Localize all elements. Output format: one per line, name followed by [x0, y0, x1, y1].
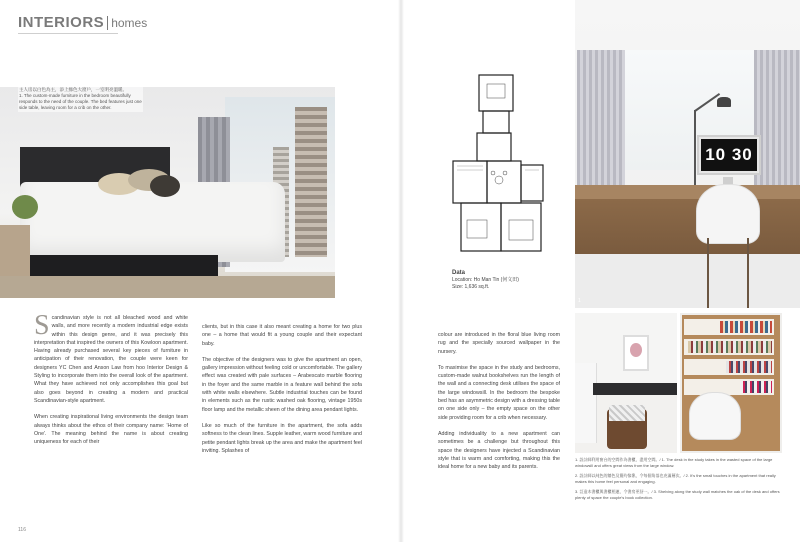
bed-base: [28, 255, 218, 277]
desk: [575, 185, 800, 199]
chair: [690, 393, 740, 439]
bookshelf-photo: [680, 313, 782, 453]
floor: [575, 254, 800, 308]
paragraph: The objective of the designers was to give the apartment an open, gallery impression without feeling cold or uncomfortable. The gallery effect was created with pale surfaces – Arabescato marble flooring in the foyer and the same marble in a feature wall behind the sofa with white walls elsewhere. Subtle industrial touches can be found in elements such as the rustic washed oak flooring, vintage 1950s floor lamp and the metallic sheen of the dining area pendant lights.: [202, 356, 362, 413]
curtain: [577, 50, 625, 185]
body-column-1: [34, 310, 188, 454]
study-photo: [575, 0, 800, 308]
chair: [697, 185, 759, 243]
plan-data-box: [452, 270, 519, 291]
bed-corner: [575, 363, 597, 443]
plan-data-title: Data: [452, 270, 466, 276]
caption-item: 2. 設計師以純色的牆色及簡約傢俬，令每個角落也充滿層次。/ 2. It's the small touches in the apartment that really makes this home feel personal and engaging.: [575, 473, 776, 484]
books: [740, 381, 772, 393]
caption-english: 1. The custom-made furniture in the bedroom beautifully responds to the need of the couple. The bed features just one side table, leaving room for a crib on the other.: [19, 93, 142, 110]
floor-plan: [447, 70, 547, 255]
photo-captions-bottom-right: [575, 457, 785, 505]
drop-cap: S: [34, 310, 50, 341]
paragraph: Adding individuality to a new apartment can sometimes be a challenge but throughout this space the designers have injected a Scandinavian style that is warm and comforting, making this the ideal home for a new baby and its parents.: [438, 430, 560, 471]
flower-art: [630, 343, 642, 357]
towel: [609, 405, 645, 421]
desk-lamp: [694, 110, 696, 185]
header-rule: [18, 33, 118, 34]
paragraph: [34, 310, 188, 405]
chair-leg: [707, 238, 709, 308]
photo-number: 1: [578, 298, 581, 304]
monitor-clock: 10 30: [701, 139, 757, 171]
paragraph: When creating inspirational living environments the design team always thinks about the ethos of their company name: 'Home of One'. The meaning behind the name is about creating uniqueness for each of their: [34, 414, 188, 446]
paragraph: colour are introduced in the floral blue living room rug and the specially sourced wallpaper in the nursery.: [438, 332, 560, 355]
caption-item: 3. 訂造木書櫃與書櫃相連，令書房更舒一。/ 3. Shelving along the study wall matches the oak of the desk and offers plenty of space the couple's book collection.: [575, 489, 780, 500]
section-header: [18, 14, 147, 31]
section-subtitle: homes: [111, 16, 148, 30]
page-gutter: [398, 0, 404, 542]
books: [726, 361, 772, 373]
body-column-2: [202, 323, 362, 463]
pillow: [150, 175, 180, 197]
framed-art: [623, 335, 649, 371]
photo-caption-top-left: [18, 86, 143, 112]
section-title: INTERIORS: [18, 14, 105, 31]
vanity-photo: [575, 313, 677, 453]
city-building: [295, 107, 327, 257]
caption-item: 1. 設計師利用窗台的空間作為書櫃，盡用空間。/ 1. The desk in the study takes in the wasted space of the large windowsill and offers great views from the large window.: [575, 457, 773, 468]
desk-lamp-head: [717, 97, 731, 107]
page-number: 116: [18, 527, 26, 533]
books: [720, 321, 772, 333]
paragraph: Like so much of the furniture in the apartment, the sofa adds softness to the clean lines. Supple leather, warm wood furniture and petite pendant lights break up the area and make the apartment feel inviting. Splashes of: [202, 422, 362, 454]
body-column-3: [438, 331, 560, 479]
paragraph-text: candinavian style is not all bleached wood and white walls, and more recently a modern industrial edge exists within this design genre, and it was precisely this interpretation that inspired the owners of this Kowloon apartment. Having already purchased several key pieces of furniture in anticipation of their renovation, the couple were keen for designers YC Chen and Anson Law from hoo Interior Design & Styling to incorporate them into the overall look of the apartment. What they have achieved not only accomplishes this goal but also goes beyond in creating a modern and practical Scandinavian-style apartment.: [34, 315, 188, 404]
bed: [20, 182, 285, 262]
caption-chinese: 主人房以白色為主，添上綠色大窗戶，一室明亮溫暖。: [19, 87, 127, 92]
paragraph: To maximise the space in the study and bedrooms, custom-made walnut bookshelves run the length of the wall and a connecting desk utilises the space of the large windowsill. In the bedroom the bespoke bed has an asymmetric design with a dressing table on one side only – the empty space on the other side providing room for a crib when necessary.: [438, 364, 560, 421]
bedroom-photo: [0, 87, 335, 298]
plan-location: Location: Ho Man Tin (何文田): [452, 277, 519, 283]
floor: [0, 276, 335, 298]
plant: [12, 195, 38, 219]
desk-cabinet: [575, 199, 800, 254]
computer-monitor: [697, 135, 761, 175]
chair-leg: [747, 238, 749, 308]
header-divider: [107, 16, 108, 30]
dressing-table: [593, 383, 677, 395]
books: [688, 341, 772, 353]
paragraph: clients, but in this case it also meant creating a home for two plus one – a home that would fit a young couple and their expectant baby.: [202, 324, 362, 347]
plan-size: Size: 1,636 sq.ft.: [452, 284, 490, 290]
